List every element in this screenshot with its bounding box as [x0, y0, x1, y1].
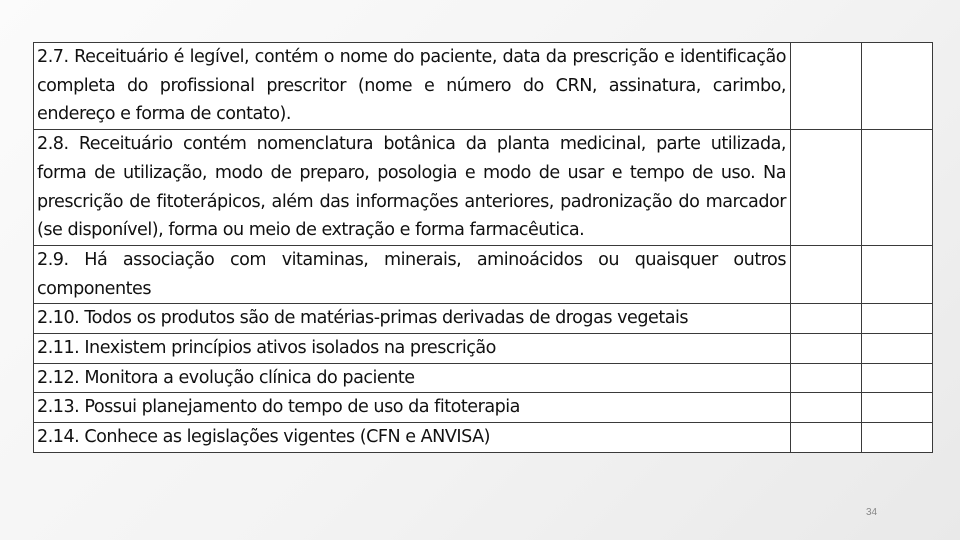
page-number: 34	[866, 507, 878, 518]
item-2-8-mark-cell-1[interactable]	[791, 130, 862, 246]
item-2-14-mark-cell-1[interactable]	[791, 423, 862, 453]
table-row	[34, 363, 933, 393]
item-2-14-text: 2.14. Conhece as legislações vigentes (CFN e ANVISA)	[34, 423, 791, 453]
item-2-11-mark-cell-1[interactable]	[791, 334, 862, 364]
item-2-14-mark-cell-2[interactable]	[862, 423, 933, 453]
item-2-13-mark-cell-2[interactable]	[862, 393, 933, 423]
item-2-11-mark-cell-2[interactable]	[862, 334, 933, 364]
item-2-8-text: 2.8. Receituário contém nomenclatura botânica da planta medicinal, parte utilizada, forma de utilização, modo de preparo, posologia e modo de usar e tempo de uso. Na prescrição de fitoterápicos, além das informações anteriores, padronização do marcador (se disponível), forma ou meio de extração e forma farmacêutica.	[34, 130, 791, 246]
checklist-table	[33, 42, 933, 453]
item-2-10-mark-cell-1[interactable]	[791, 304, 862, 334]
table-row	[34, 393, 933, 423]
item-2-10-text: 2.10. Todos os produtos são de matérias-primas derivadas de drogas vegetais	[34, 304, 791, 334]
item-2-7-mark-cell-2[interactable]	[862, 43, 933, 130]
item-2-9-mark-cell-2[interactable]	[862, 245, 933, 303]
item-2-9-mark-cell-1[interactable]	[791, 245, 862, 303]
table-row	[34, 423, 933, 453]
item-2-12-mark-cell-2[interactable]	[862, 363, 933, 393]
item-2-10-mark-cell-2[interactable]	[862, 304, 933, 334]
item-2-11-text: 2.11. Inexistem princípios ativos isolados na prescrição	[34, 334, 791, 364]
table-row	[34, 334, 933, 364]
table-row	[34, 245, 933, 303]
item-2-13-mark-cell-1[interactable]	[791, 393, 862, 423]
item-2-9-text: 2.9. Há associação com vitaminas, minerais, aminoácidos ou quaisquer outros componentes	[34, 245, 791, 303]
item-2-12-text: 2.12. Monitora a evolução clínica do paciente	[34, 363, 791, 393]
item-2-12-mark-cell-1[interactable]	[791, 363, 862, 393]
item-2-8-mark-cell-2[interactable]	[862, 130, 933, 246]
item-2-7-mark-cell-1[interactable]	[791, 43, 862, 130]
table-row	[34, 43, 933, 130]
table-row	[34, 304, 933, 334]
item-2-13-text: 2.13. Possui planejamento do tempo de uso da fitoterapia	[34, 393, 791, 423]
item-2-7-text: 2.7. Receituário é legível, contém o nome do paciente, data da prescrição e identificação completa do profissional prescritor (nome e número do CRN, assinatura, carimbo, endereço e forma de contato).	[34, 43, 791, 130]
table-row	[34, 130, 933, 246]
